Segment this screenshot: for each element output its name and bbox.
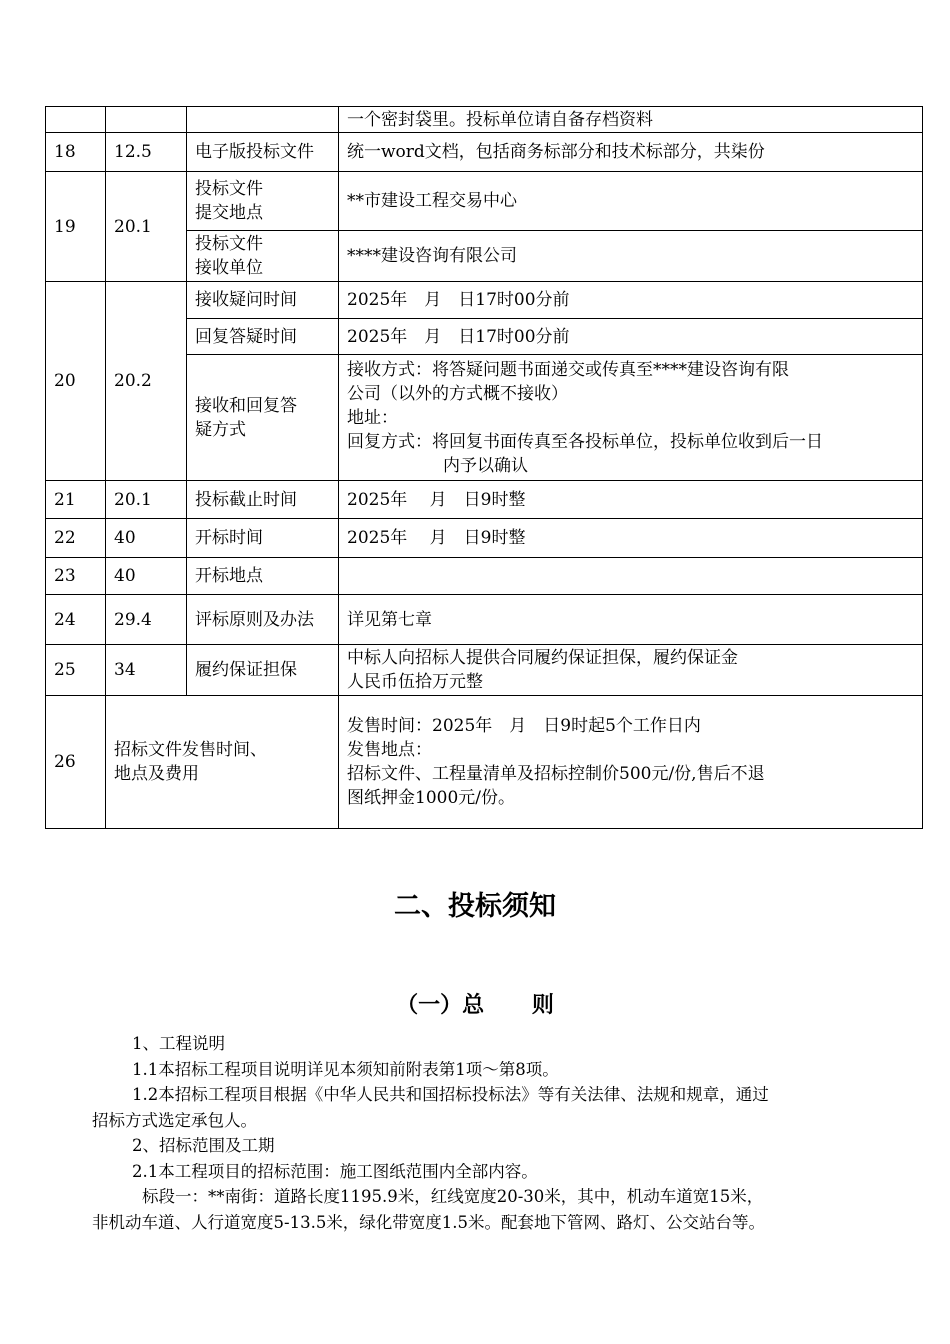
- row-number: 20: [46, 282, 106, 481]
- table-row: [46, 172, 923, 231]
- paragraph: 1.2本招标工程项目根据《中华人民共和国招标投标法》等有关法律、法规和规章，通过: [132, 1085, 769, 1104]
- item-content: 一个密封袋里。投标单位请自备存档资料: [339, 107, 923, 133]
- item-content: 2025年 月 日9时整: [339, 519, 923, 558]
- item-content: 详见第七章: [339, 595, 923, 645]
- row-number: 18: [46, 133, 106, 172]
- paragraph: 招标方式选定承包人。: [92, 1110, 257, 1130]
- row-number: [46, 107, 106, 133]
- clause-number: 20.2: [106, 282, 187, 481]
- table-row: [46, 282, 923, 319]
- item-content: 发售时间：2025年 月 日9时起5个工作日内 发售地点： 招标文件、工程量清单及招标控制价500元/份,售后不退 图纸押金1000元/份。: [339, 696, 923, 829]
- item-content: 统一word文档，包括商务标部分和技术标部分，共柒份: [339, 133, 923, 172]
- item-name: 开标时间: [187, 519, 339, 558]
- item-name: 接收疑问时间: [187, 282, 339, 319]
- item-content: 中标人向招标人提供合同履约保证担保，履约保证金 人民币伍拾万元整: [339, 645, 923, 696]
- item-name: 回复答疑时间: [187, 319, 339, 355]
- paragraph: 2、招标范围及工期: [132, 1136, 275, 1155]
- row-number: 22: [46, 519, 106, 558]
- clause-number: 40: [106, 558, 187, 595]
- clause-number: 12.5: [106, 133, 187, 172]
- item-name: 招标文件发售时间、 地点及费用: [106, 696, 339, 829]
- item-name: [187, 107, 339, 133]
- paragraph: 2.1本工程项目的招标范围：施工图纸范围内全部内容。: [132, 1161, 538, 1181]
- paragraph: 标段一：**南街：道路长度1195.9米，红线宽度20-30米，其中，机动车道宽15米，: [142, 1187, 764, 1206]
- clause-number: 20.1: [106, 481, 187, 519]
- row-number: 21: [46, 481, 106, 519]
- item-name: 投标截止时间: [187, 481, 339, 519]
- table-row: [46, 519, 923, 558]
- clause-number: 34: [106, 645, 187, 696]
- row-number: 24: [46, 595, 106, 645]
- item-name: 履约保证担保: [187, 645, 339, 696]
- section-title: 二、投标须知: [394, 891, 556, 922]
- item-content: 接收方式：将答疑问题书面递交或传真至****建设咨询有限 公司（以外的方式概不接收） 地址： 回复方式：将回复书面传真至各投标单位，投标单位收到后一日 内予以确认: [339, 355, 923, 481]
- item-name: 投标文件 提交地点: [187, 172, 339, 231]
- row-number: 23: [46, 558, 106, 595]
- item-content: 2025年 月 日17时00分前: [339, 282, 923, 319]
- paragraph: 1.1本招标工程项目说明详见本须知前附表第1项～第8项。: [132, 1059, 559, 1079]
- paragraph: 1、工程说明: [132, 1034, 225, 1053]
- item-content: [339, 558, 923, 595]
- table-row: [46, 645, 923, 696]
- bidding-info-table: [45, 106, 923, 829]
- table-row: [46, 558, 923, 595]
- item-name: 电子版投标文件: [187, 133, 339, 172]
- table-row: [46, 133, 923, 172]
- item-content: ****建设咨询有限公司: [339, 231, 923, 282]
- body-text: [92, 1031, 892, 1235]
- clause-number: 20.1: [106, 172, 187, 282]
- row-number: 26: [46, 696, 106, 829]
- row-number: 25: [46, 645, 106, 696]
- table-row: [46, 107, 923, 133]
- clause-number: [106, 107, 187, 133]
- clause-number: 29.4: [106, 595, 187, 645]
- row-number: 19: [46, 172, 106, 282]
- item-name: 开标地点: [187, 558, 339, 595]
- item-content: 2025年 月 日17时00分前: [339, 319, 923, 355]
- table-row: [46, 481, 923, 519]
- table-row: [46, 595, 923, 645]
- item-name: 投标文件 接收单位: [187, 231, 339, 282]
- item-name: 评标原则及办法: [187, 595, 339, 645]
- paragraph: 非机动车道、人行道宽度5-13.5米，绿化带宽度1.5米。配套地下管网、路灯、公交站台等。: [92, 1212, 766, 1232]
- clause-number: 40: [106, 519, 187, 558]
- subsection-title: （一）总 则: [396, 993, 554, 1018]
- item-content: 2025年 月 日9时整: [339, 481, 923, 519]
- item-content: **市建设工程交易中心: [339, 172, 923, 231]
- item-name: 接收和回复答 疑方式: [187, 355, 339, 481]
- table-row: [46, 696, 923, 829]
